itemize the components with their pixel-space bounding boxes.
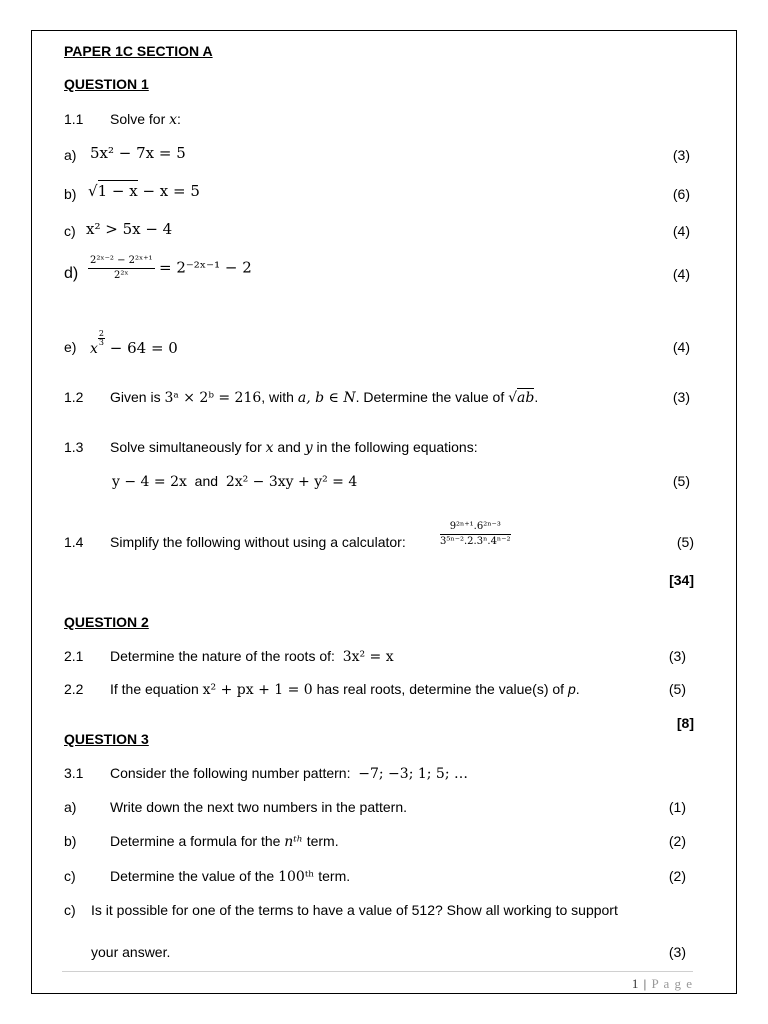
item-e-equation: x $\frac{2}{3}$ − 64 = 0 (90, 329, 178, 357)
item-3a-text: Write down the next two numbers in the pattern. (110, 799, 408, 815)
item-1-4-number: 1.4 (64, 534, 84, 550)
item-1-2-text: Given is 3ᵃ × 2ᵇ = 216, with a, b ∈ N. Determine the value of √ab. (110, 389, 539, 406)
question-2-heading: QUESTION 2 (64, 614, 149, 630)
item-1-2-marks: (3) (672, 389, 690, 405)
item-c-marks: (4) (672, 223, 690, 239)
item-3a-label: a) (64, 799, 77, 815)
item-3c-label: c) (64, 868, 76, 884)
item-3c-marks: (2) (668, 868, 686, 884)
item-2-1-text: Determine the nature of the roots of: 3x² = x (110, 648, 394, 665)
question-2-total: [8] (676, 715, 694, 731)
item-2-2-text: If the equation x² + px + 1 = 0 has real roots, determine the value(s) of p. (110, 681, 580, 698)
item-e-marks: (4) (672, 339, 690, 355)
item-1-1-text: Solve for x: (110, 111, 181, 128)
item-c-label: c) (64, 223, 76, 239)
item-1-1-number: 1.1 (64, 111, 84, 127)
paper-title: PAPER 1C SECTION A (64, 43, 213, 59)
item-c-inequality: x² > 5x − 4 (86, 220, 173, 238)
item-b-label: b) (64, 186, 77, 202)
item-a-label: a) (64, 147, 77, 163)
page-footer: 1 | P a g e (631, 976, 693, 991)
item-1-3-equations: y − 4 = 2x and 2x² − 3xy + y² = 4 (112, 473, 358, 490)
item-b-equation: √1 − x − x = 5 (88, 182, 200, 200)
item-1-2-number: 1.2 (64, 389, 84, 405)
item-a-equation: 5x² − 7x = 5 (90, 144, 186, 162)
item-1-4-fraction: $\frac{\text{9²ⁿ⁺¹.6²ⁿ⁻³}}{\text{3⁵ⁿ⁻².2.3ⁿ.4ⁿ⁻²}}$ (440, 521, 511, 547)
item-3c2-label: c) (64, 902, 76, 918)
page-border (31, 30, 737, 994)
item-d-marks: (4) (672, 266, 690, 282)
item-1-4-expression (440, 522, 511, 547)
item-d-fraction: $\frac{\text{2²ˣ⁻² − 2²ˣ⁺¹}}{\text{2²ˣ}}$ (90, 255, 153, 281)
item-2-1-marks: (3) (668, 648, 686, 664)
item-3a-marks: (1) (668, 799, 686, 815)
item-1-4-text: Simplify the following without using a calculator: (110, 534, 406, 550)
item-e-label: e) (64, 339, 77, 355)
item-2-1-number: 2.1 (64, 648, 84, 664)
item-3b-text: Determine a formula for the nᵗʰ term. (110, 833, 339, 850)
footer-rule (62, 971, 693, 972)
item-3-1-text: Consider the following number pattern: −7; −3; 1; 5; … (110, 765, 469, 782)
item-2-2-marks: (5) (668, 681, 686, 697)
item-d-label: d) (64, 265, 79, 282)
item-3b-label: b) (64, 833, 77, 849)
question-1-heading: QUESTION 1 (64, 76, 149, 92)
item-a-marks: (3) (672, 147, 690, 163)
item-3-1-number: 3.1 (64, 765, 84, 781)
item-3c-text: Determine the value of the 100ᵗʰ term. (110, 868, 351, 885)
item-1-4-marks: (5) (676, 534, 694, 550)
question-1-total: [34] (669, 572, 694, 588)
question-3-heading: QUESTION 3 (64, 731, 149, 747)
item-1-3-number: 1.3 (64, 439, 84, 455)
item-3b-marks: (2) (668, 833, 686, 849)
item-3c2-text-line2: your answer. (91, 944, 171, 960)
item-b-marks: (6) (672, 186, 690, 202)
item-3c2-marks: (3) (668, 944, 686, 960)
item-3c2-text-line1: Is it possible for one of the terms to have a value of 512? Show all working to support (91, 902, 618, 918)
item-d-equation: $\frac{\text{2²ˣ⁻² − 2²ˣ⁺¹}}{\text{2²ˣ}}$ = 2⁻²ˣ⁻¹ − 2 (90, 255, 252, 281)
item-1-3-text: Solve simultaneously for x and y in the following equations: (110, 439, 478, 456)
item-2-2-number: 2.2 (64, 681, 84, 697)
item-1-3-marks: (5) (672, 473, 690, 489)
